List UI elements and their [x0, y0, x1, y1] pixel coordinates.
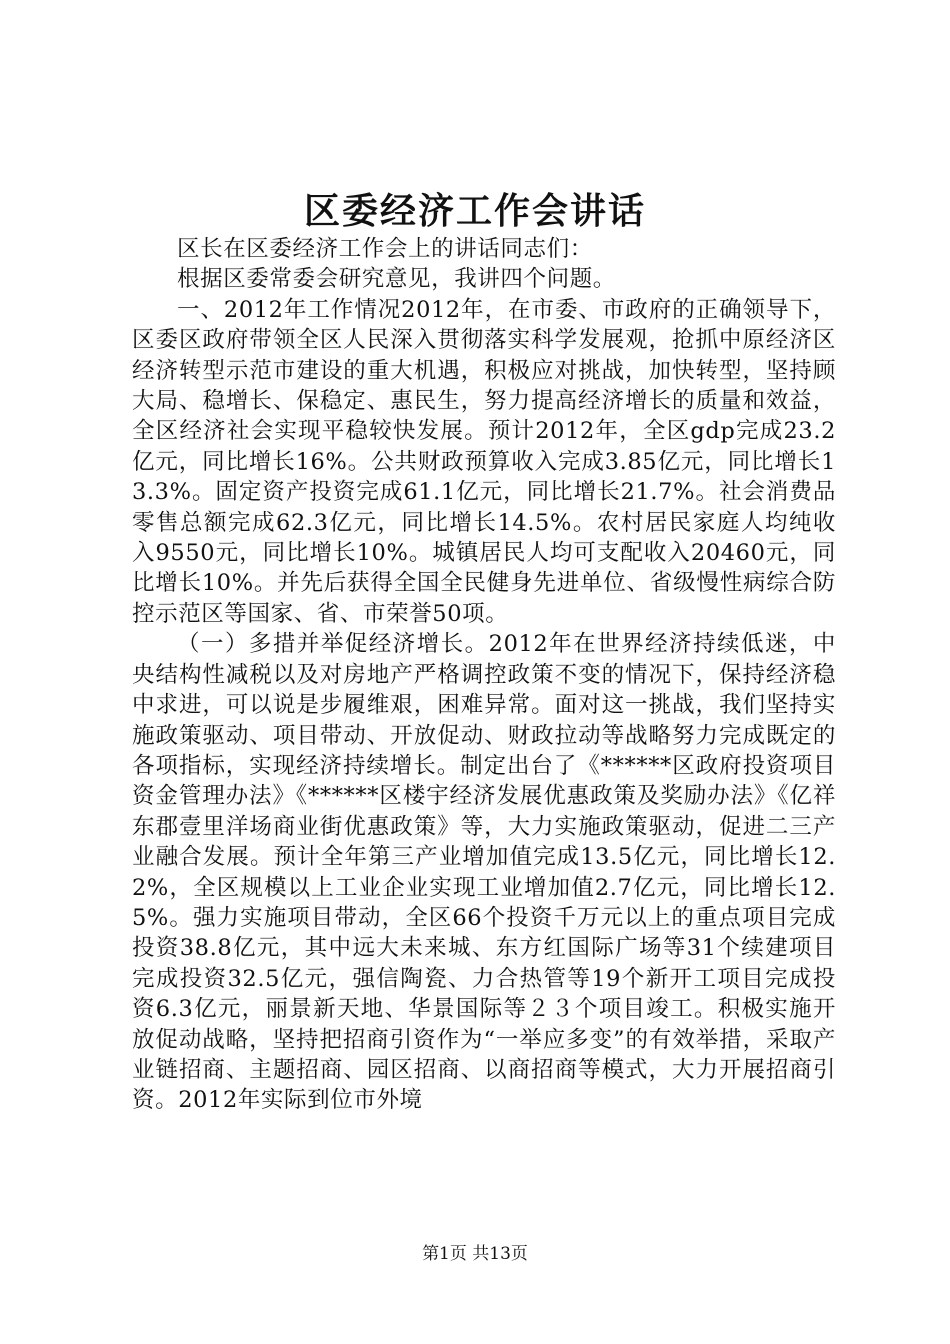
- paragraph-greeting: 区长在区委经济工作会上的讲话同志们：: [177, 236, 593, 262]
- document-title: 区委经济工作会讲话: [303, 190, 646, 232]
- paragraph-section-one: 一、2012年工作情况2012年，在市委、市政府的正确领导下，区委区政府带领全区人民深入贯彻落实科学发展观，抢抓中原经济区经济转型示范市建设的重大机遇，积极应对挑战，加快转型，坚持顾大局、稳增长、保稳定、惠民生，努力提高经济增长的质量和效益，全区经济社会实现平稳较快发展。预计2012年，全区gdp完成23.2亿元，同比增长16%。公共财政预算收入完成3.85亿元，同比增长13.3%。固定资产投资完成61.1亿元，同比增长21.7%。社会消费品零售总额完成62.3亿元，同比增长14.5%。农村居民家庭人均纯收入9550元，同比增长10%。城镇居民人均可支配收入20460元，同比增长10%。并先后获得全国全民健身先进单位、省级慢性病综合防控示范区等国家、省、市荣誉50项。: [132, 296, 836, 627]
- paragraph-intro: 根据区委常委会研究意见，我讲四个问题。: [177, 266, 616, 293]
- page-footer: 第1页 共13页: [422, 1244, 528, 1264]
- document-body: [132, 234, 836, 1116]
- paragraph-subsection-one: （一）多措并举促经济增长。2012年在世界经济持续低迷，中央结构性减税以及对房地产严格调控政策不变的情况下，保持经济稳中求进，可以说是步履维艰，困难异常。面对这一挑战，我们坚持实施政策驱动、项目带动、开放促动、财政拉动等战略努力完成既定的各项指标，实现经济持续增长。制定出台了《******区政府投资项目资金管理办法》《******区楼宇经济发展优惠政策及奖励办法》《亿祥东郡壹里洋场商业街优惠政策》等，大力实施政策驱动，促进二三产业融合发展。预计全年第三产业增加值完成13.5亿元，同比增长12.2%，全区规模以上工业企业实现工业增加值2.7亿元，同比增长12.5%。强力实施项目带动，全区66个投资千万元以上的重点项目完成投资38.8亿元，其中远大未来城、东方红国际广场等31个续建项目完成投资32.5亿元，强信陶瓷、力合热管等19个新开工项目完成投资6.3亿元，丽景新天地、华景国际等２３个项目竣工。积极实施开放促动战略，坚持把招商引资作为“一举应多变”的有效举措，采取产业链招商、主题招商、园区招商、以商招商等模式，大力开展招商引资。2012年实际到位市外境: [132, 631, 836, 1114]
